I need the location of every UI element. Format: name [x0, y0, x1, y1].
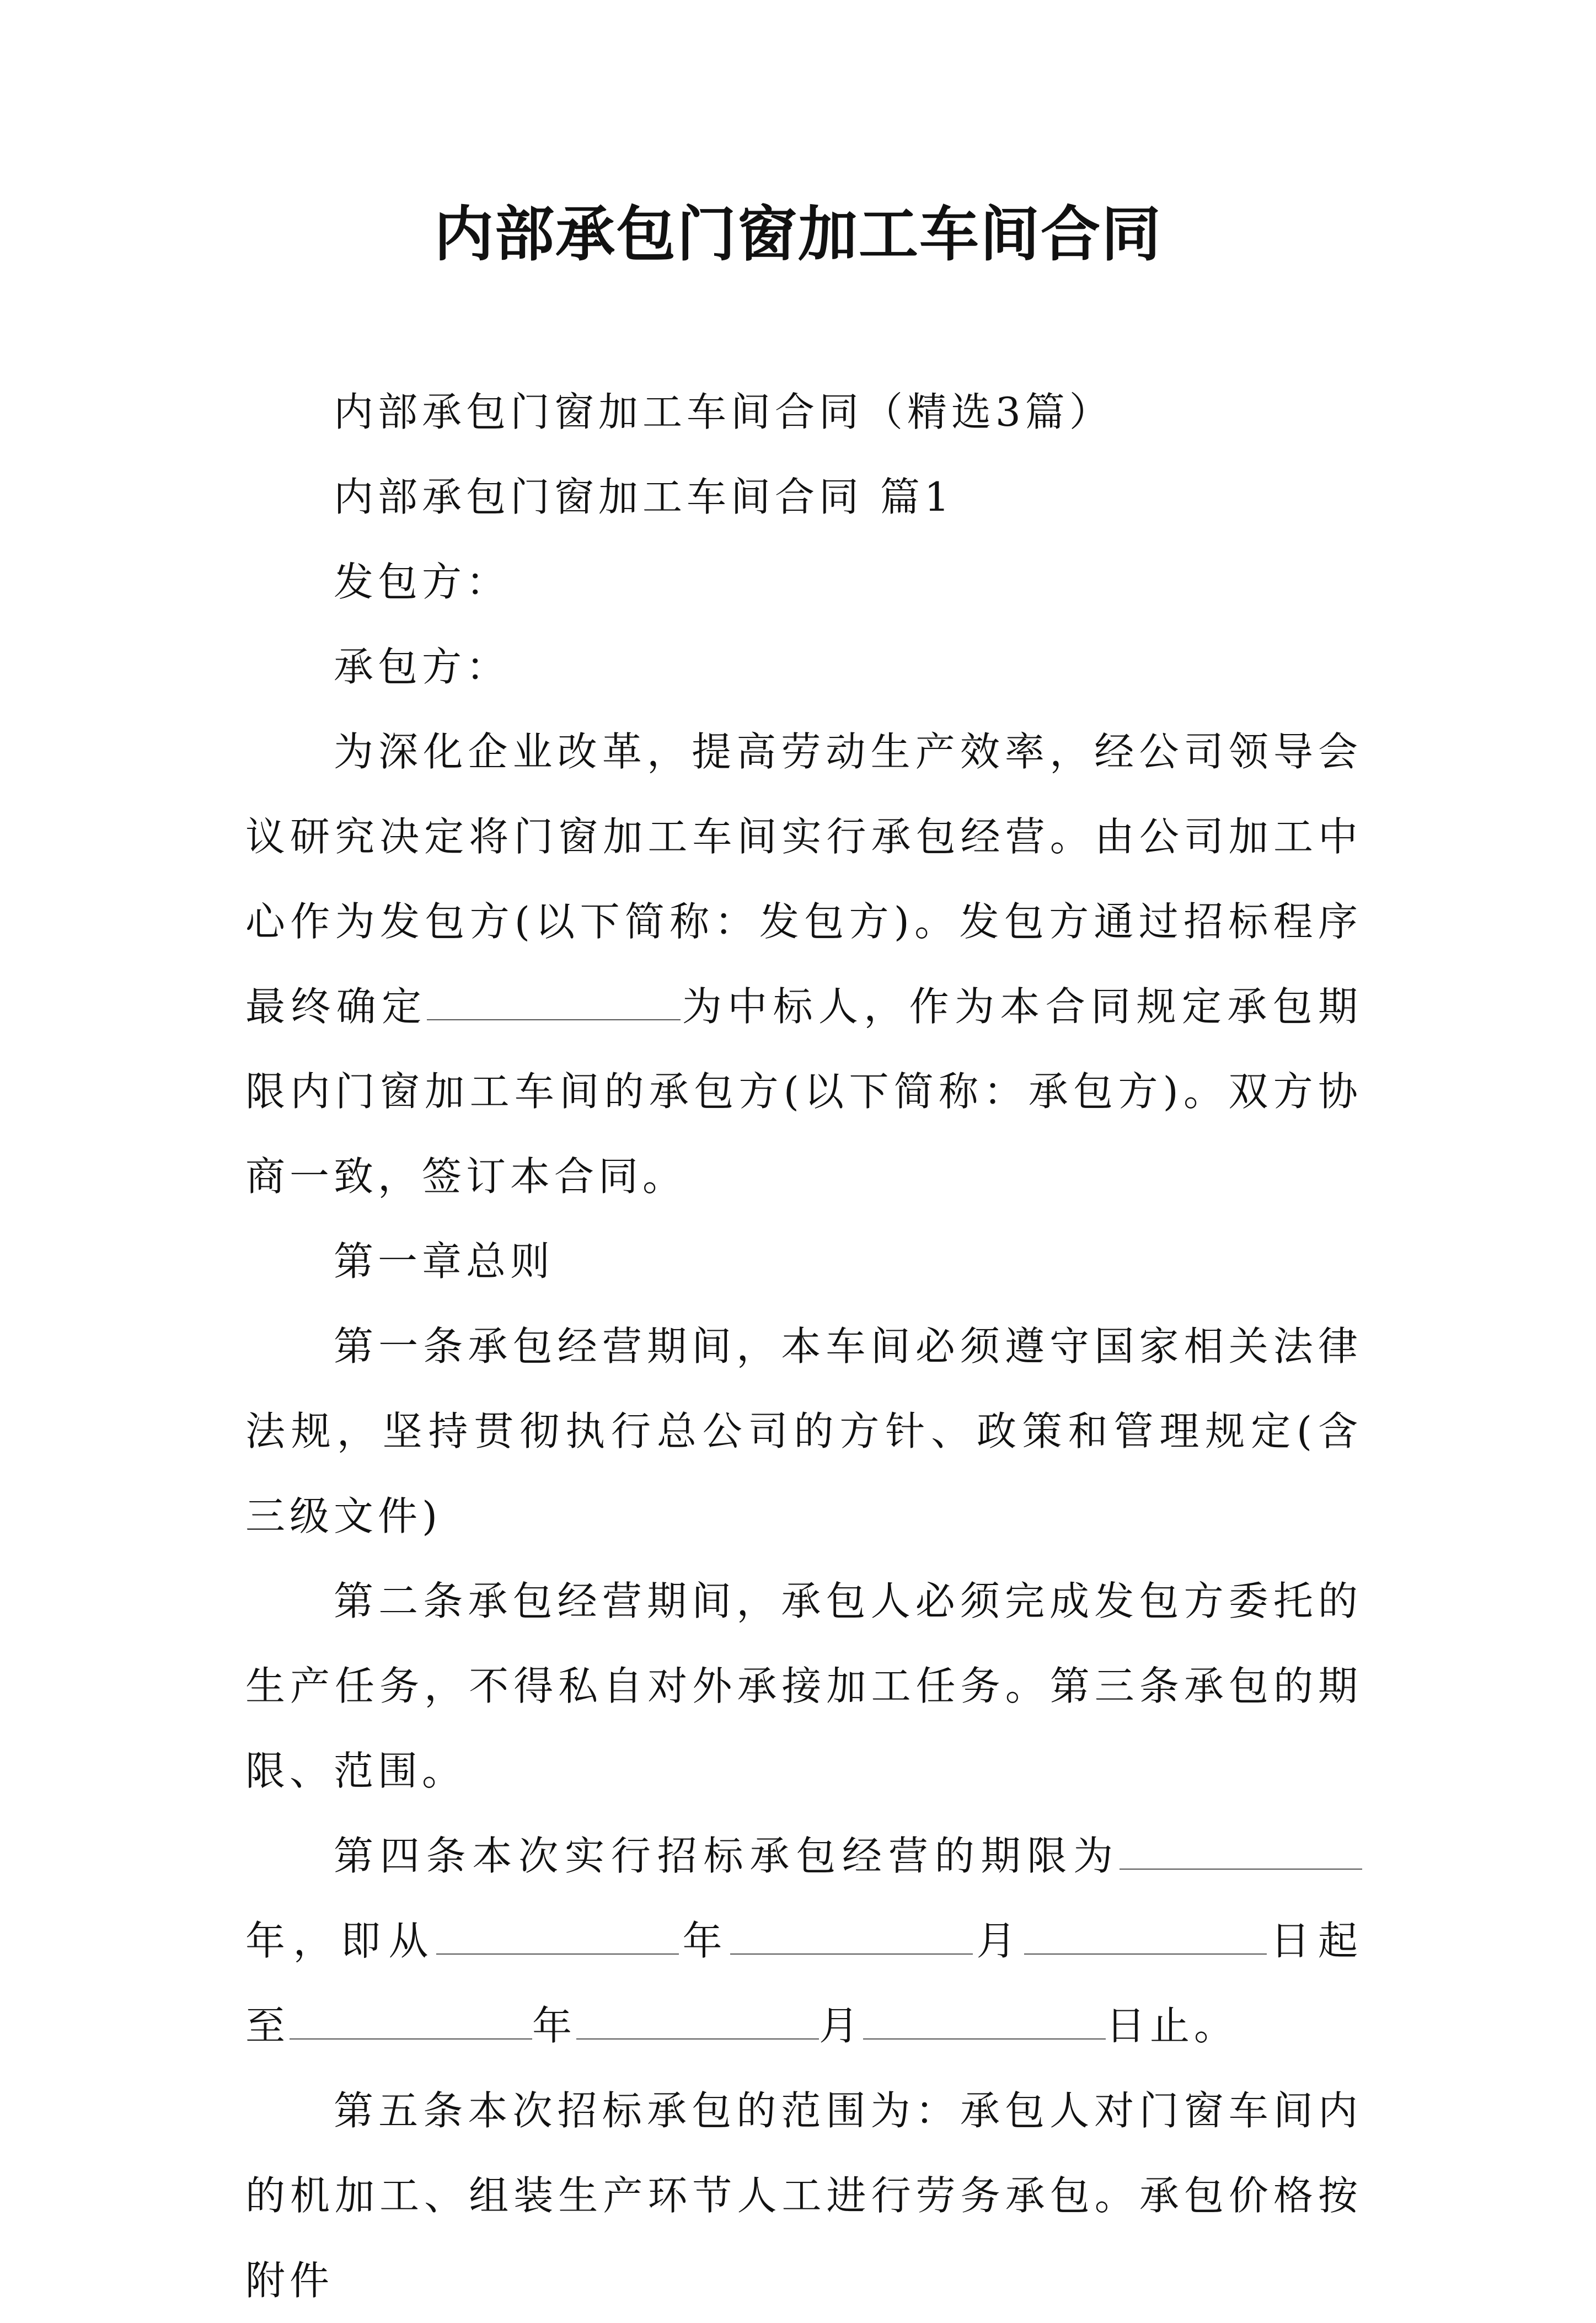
article-1: 第一条承包经营期间，本车间必须遵守国家相关法律法规，坚持贯彻执行总公司的方针、政策和管理规定(含三级文件)	[245, 1323, 1362, 1539]
start-year-blank	[436, 1921, 679, 1955]
subtitle: 内部承包门窗加工车间合同（精选3篇）	[334, 389, 1113, 435]
article-4-year-1: 年	[679, 1918, 730, 1964]
article-2: 第二条承包经营期间，承包人必须完成发包方委托的生产任务，不得私自对外承接加工任务。第三条承包的期限、范围。	[245, 1578, 1362, 1794]
article-4-day-start: 日起至	[245, 1918, 1362, 2049]
winner-blank	[427, 987, 681, 1020]
article-5: 第五条本次招标承包的范围为：承包人对门窗车间内的机加工、组装生产环节人工进行劳务承包。承包价格按附件	[245, 2088, 1362, 2304]
document-title: 内部承包门窗加工车间合同	[433, 200, 1162, 269]
chapter-heading: 第一章总则	[334, 1238, 555, 1284]
article-4-day-end: 日止。	[1106, 2003, 1239, 2049]
party-b-label: 承包方：	[334, 644, 511, 690]
start-month-blank	[730, 1921, 973, 1955]
intro-text-1: 为深化企业改革，提高劳动生产效率，经公司领导会议研究决定将门窗加工车间实行承包经营。由公司加工中心作为发包方(以下简称：发包方)。发包方通过招标程序最终确定	[245, 729, 1362, 1030]
end-month-blank	[576, 2006, 819, 2040]
article-4-month-1: 月	[973, 1918, 1024, 1964]
intro-paragraph	[245, 709, 1362, 1219]
party-a-label: 发包方：	[334, 559, 511, 605]
part-heading: 内部承包门窗加工车间合同 篇1	[334, 474, 954, 520]
start-day-blank	[1024, 1921, 1267, 1955]
intro-text-2: 为中标人，作为本合同规定承包期限内门窗加工车间的承包方(以下简称：承包方)。双方协商一致，签订本合同。	[245, 983, 1362, 1200]
article-4	[245, 1813, 1362, 2068]
term-years-blank	[1120, 1837, 1362, 1870]
article-4-year-unit: 年，	[245, 1918, 341, 1964]
end-day-blank	[863, 2006, 1106, 2040]
document-body	[245, 370, 1362, 2323]
article-4-year-2: 年	[532, 2003, 577, 2049]
article-4-from: 即从	[341, 1918, 436, 1964]
article-4-month-2: 月	[819, 2003, 864, 2049]
article-4-lead: 第四条本次实行招标承包经营的期限为	[334, 1833, 1120, 1879]
end-year-blank	[290, 2006, 532, 2040]
